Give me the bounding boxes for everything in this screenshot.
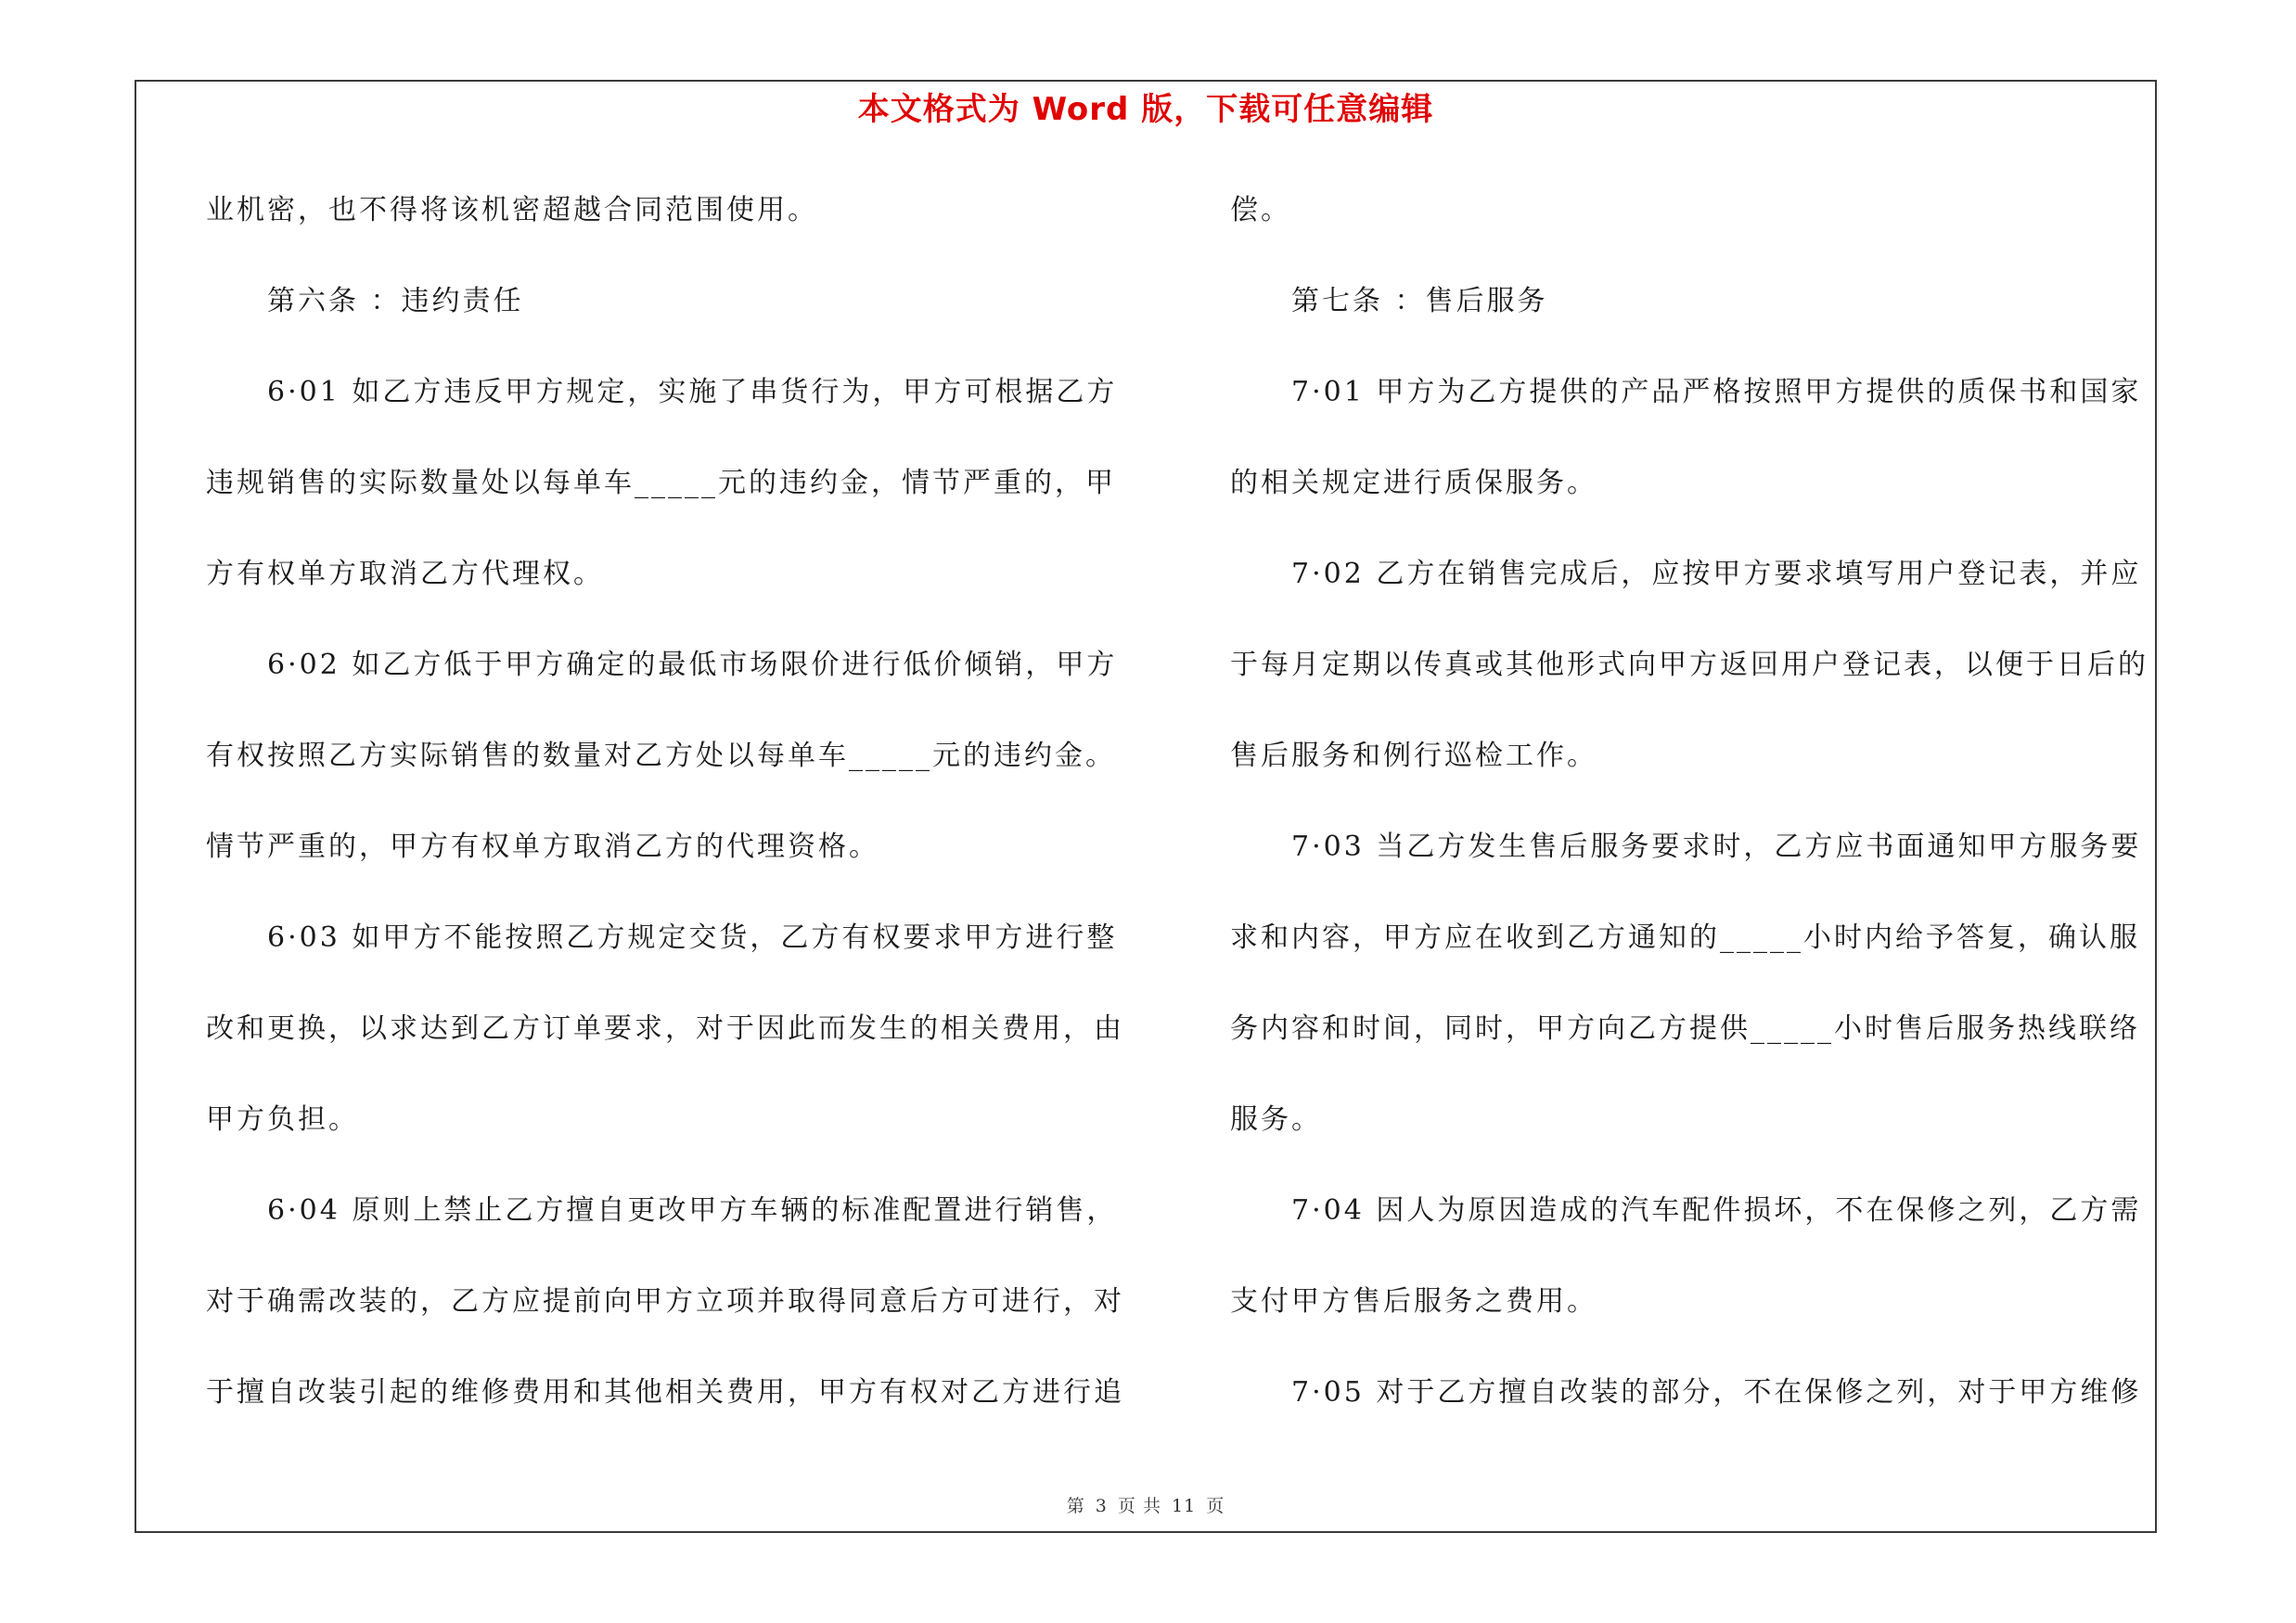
text-line: 售后服务和例行巡检工作。 <box>1230 740 1597 772</box>
text-line: 6·02 如乙方低于甲方确定的最低市场限价进行低价倾销，甲方 <box>267 649 1118 681</box>
right-column <box>1230 184 2167 1457</box>
footer-total-pages: 11 <box>1172 1496 1197 1516</box>
text-line: 方有权单方取消乙方代理权。 <box>206 558 604 590</box>
text-line: 7·03 当乙方发生售后服务要求时，乙方应书面通知甲方服务要 <box>1291 831 2142 863</box>
text-line: 第六条 ：违约责任 <box>267 285 524 317</box>
banner-title: 本文格式为 Word 版，下载可任意编辑 <box>857 91 1434 128</box>
text-line: 的相关规定进行质保服务。 <box>1230 467 1597 499</box>
footer-current-page: 3 <box>1095 1496 1108 1516</box>
text-line: 对于确需改装的，乙方应提前向甲方立项并取得同意后方可进行，对 <box>206 1285 1124 1318</box>
text-line: 7·05 对于乙方擅自改装的部分，不在保修之列，对于甲方维修 <box>1291 1376 2142 1409</box>
text-line: 违规销售的实际数量处以每单车_____元的违约金，情节严重的，甲 <box>206 467 1116 499</box>
text-line: 7·01 甲方为乙方提供的产品严格按照甲方提供的质保书和国家 <box>1291 376 2142 408</box>
footer-middle: 页 共 <box>1117 1496 1161 1516</box>
text-line: 有权按照乙方实际销售的数量对乙方处以每单车_____元的违约金。 <box>206 740 1116 772</box>
text-line: 于每月定期以传真或其他形式向甲方返回用户登记表，以便于日后的 <box>1230 649 2148 681</box>
left-column <box>206 184 1143 1457</box>
text-line: 支付甲方售后服务之费用。 <box>1230 1285 1597 1318</box>
text-line: 第七条 ：售后服务 <box>1291 285 1548 317</box>
text-line: 甲方负担。 <box>206 1103 359 1136</box>
text-line: 6·04 原则上禁止乙方擅自更改甲方车辆的标准配置进行销售， <box>267 1194 1118 1227</box>
text-line: 务内容和时间，同时，甲方向乙方提供_____小时售后服务热线联络 <box>1230 1012 2140 1045</box>
footer-suffix: 页 <box>1206 1496 1225 1516</box>
page-footer <box>135 1492 2157 1517</box>
text-line: 于擅自改装引起的维修费用和其他相关费用，甲方有权对乙方进行追 <box>206 1376 1124 1409</box>
text-line: 6·03 如甲方不能按照乙方规定交货，乙方有权要求甲方进行整 <box>267 921 1118 954</box>
text-line: 业机密，也不得将该机密超越合同范围使用。 <box>206 194 818 226</box>
text-line: 求和内容，甲方应在收到乙方通知的_____小时内给予答复，确认服 <box>1230 921 2140 954</box>
text-line: 7·04 因人为原因造成的汽车配件损坏，不在保修之列，乙方需 <box>1291 1194 2142 1227</box>
text-line: 偿。 <box>1230 194 1291 226</box>
footer-prefix: 第 <box>1066 1496 1085 1516</box>
text-line: 情节严重的，甲方有权单方取消乙方的代理资格。 <box>206 831 879 863</box>
text-line: 7·02 乙方在销售完成后，应按甲方要求填写用户登记表，并应 <box>1291 558 2142 590</box>
text-line: 改和更换，以求达到乙方订单要求，对于因此而发生的相关费用，由 <box>206 1012 1124 1045</box>
text-line: 服务。 <box>1230 1103 1322 1136</box>
text-line: 6·01 如乙方违反甲方规定，实施了串货行为，甲方可根据乙方 <box>267 376 1118 408</box>
